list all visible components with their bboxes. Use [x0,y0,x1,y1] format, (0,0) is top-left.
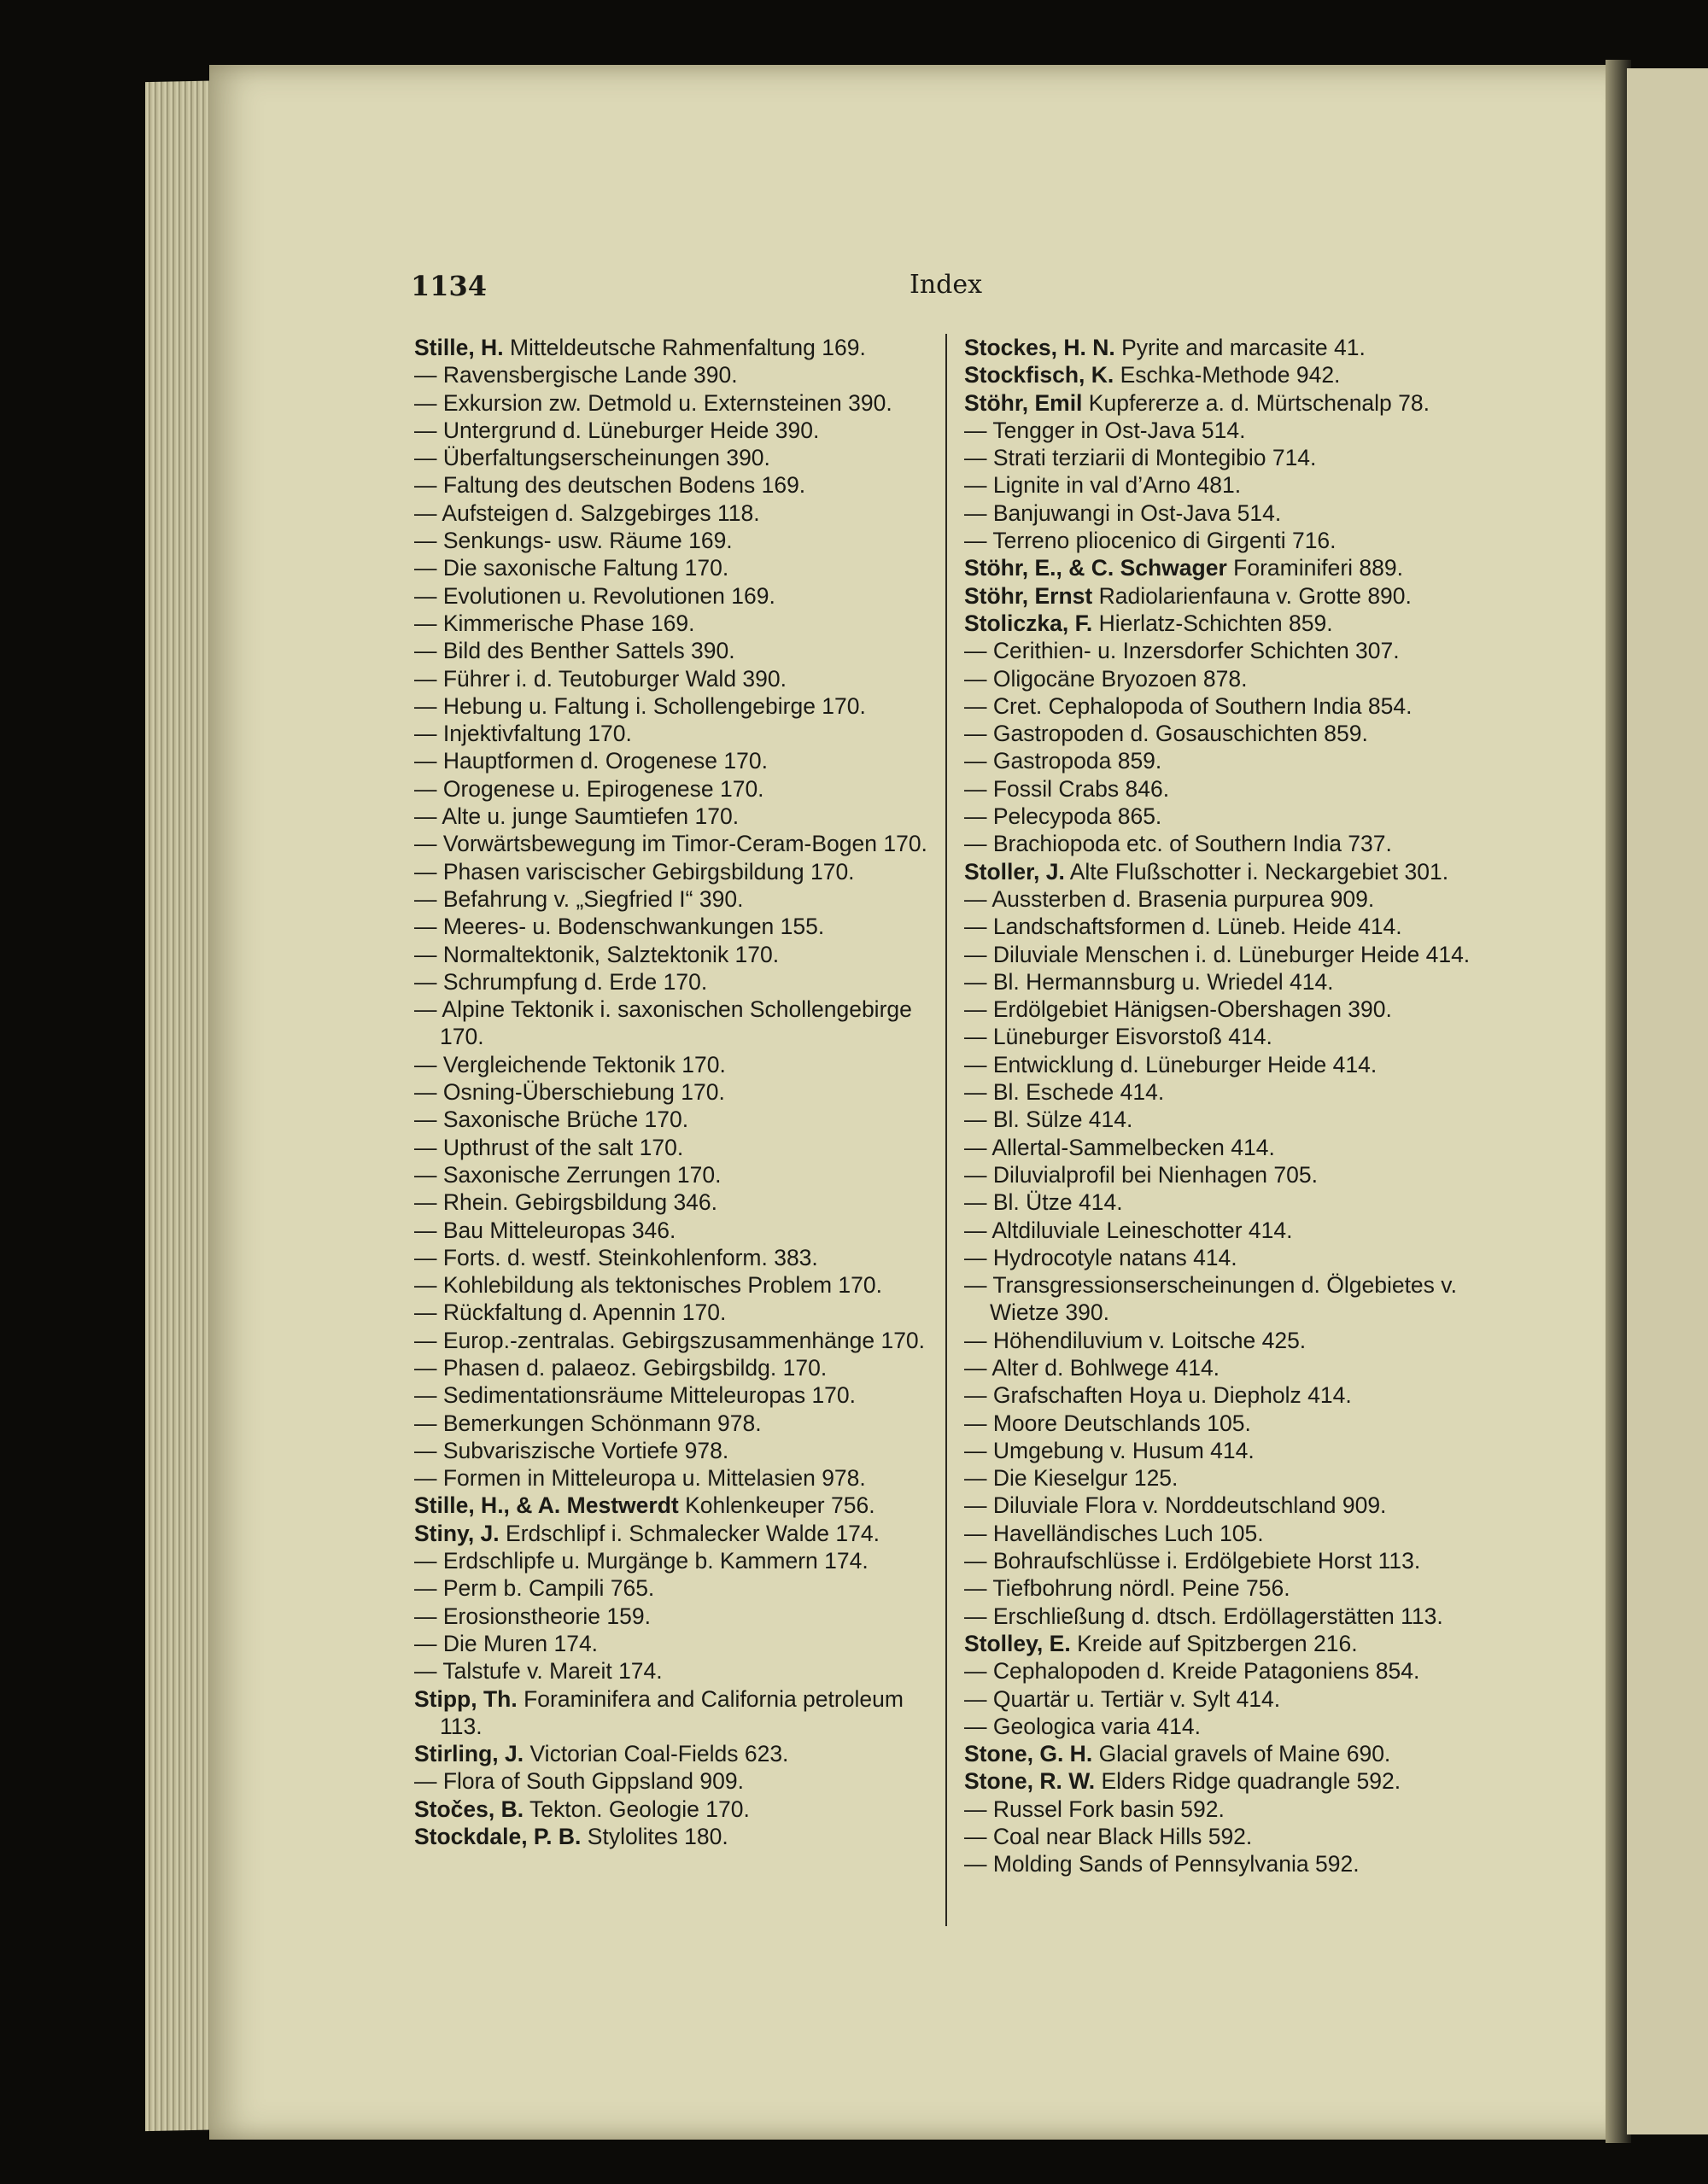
entry-text: — Russel Fork basin 592. [964,1796,1225,1822]
entry-text: — Terreno pliocenico di Girgenti 716. [964,528,1337,554]
index-entry [414,1327,931,1354]
entry-text: Alte Flußschotter i. Neckargebiet 301. [1069,858,1449,885]
entry-text: — Osning-Überschiebung 170. [414,1079,725,1106]
entry-author: Stone, G. H. [964,1741,1093,1767]
index-entry [414,830,931,857]
index-entry [964,1023,1511,1050]
index-entry [414,1796,931,1823]
entry-text: — Europ.-zentralas. Gebirgszusammenhänge 170. [414,1327,926,1353]
index-entry [414,417,931,444]
entry-text: Victorian Coal-Fields 623. [529,1741,789,1767]
index-entry [414,361,931,388]
entry-text: — Tiefbohrung nördl. Peine 756. [964,1575,1290,1602]
index-entry [964,1740,1511,1767]
index-entry [414,1520,931,1547]
index-entry [964,1796,1511,1823]
index-entry [964,747,1511,774]
entry-text: — Saxonische Zerrungen 170. [414,1161,722,1188]
index-entry [964,885,1511,913]
entry-text: — Führer i. d. Teutoburger Wald 390. [414,665,787,692]
entry-text: — Bohraufschlüsse i. Erdölgebiete Horst 113. [964,1548,1421,1574]
entry-text: — Diluvialprofil bei Nienhagen 705. [964,1161,1318,1188]
index-entry [964,830,1511,857]
entry-text: — Höhendiluvium v. Loitsche 425. [964,1327,1307,1353]
index-entry [964,1354,1511,1381]
entry-text: — Faltung des deutschen Bodens 169. [414,472,806,499]
index-entry [414,1492,931,1519]
page-title: Index [910,270,983,300]
index-entry [414,885,931,913]
index-entry [964,554,1511,581]
entry-text: — Gastropoda 859. [964,748,1162,774]
index-entry [964,1850,1511,1877]
index-entry [964,1603,1511,1630]
index-entry [964,996,1511,1023]
entry-text: — Befahrung v. „Siegfried I“ 390. [414,885,744,912]
index-entry [414,747,931,774]
index-entry [414,444,931,471]
entry-text: Erdschlipf i. Schmalecker Walde 174. [506,1520,880,1546]
index-entry [414,913,931,940]
entry-text: — Phasen variscischer Gebirgsbildung 170. [414,858,855,885]
entry-text: Tekton. Geologie 170. [529,1796,750,1822]
entry-text: Foraminiferi 889. [1233,555,1403,581]
index-entry [414,858,931,885]
entry-text: — Erdschlipfe u. Murgänge b. Kammern 174. [414,1548,869,1574]
entry-author: Stockfisch, K. [964,362,1114,388]
entry-text: — Bau Mitteleuropas 346. [414,1217,676,1243]
entry-text: — Diluviale Flora v. Norddeutschland 909. [964,1492,1387,1519]
entry-text: — Oligocäne Bryozoen 878. [964,665,1248,692]
index-entry [414,1299,931,1326]
entry-author: Stočes, B. [414,1796,524,1822]
index-entry [964,968,1511,996]
index-entry [414,1574,931,1602]
entry-text: — Lüneburger Eisvorstoß 414. [964,1024,1272,1050]
entry-author: Stockdale, P. B. [414,1824,582,1850]
entry-text: Pyrite and marcasite 41. [1121,335,1366,360]
entry-text: Kupfererze a. d. Mürtschenalp 78. [1088,389,1430,416]
entry-text: — Moore Deutschlands 105. [964,1410,1251,1436]
entry-text: — Aufsteigen d. Salzgebirges 118. [414,499,760,526]
entry-text: — Allertal-Sammelbecken 414. [964,1134,1275,1160]
entry-text: — Senkungs- usw. Räume 169. [414,528,733,554]
entry-text: — Flora of South Gippsland 909. [414,1768,744,1795]
entry-text: — Überfaltungserscheinungen 390. [414,445,770,471]
entry-text: — Normaltektonik, Salztektonik 170. [414,941,780,967]
index-column-left [414,334,931,1850]
index-entry [414,610,931,637]
index-entry [964,527,1511,554]
entry-text: — Molding Sands of Pennsylvania 592. [964,1851,1360,1877]
index-entry [414,941,931,968]
index-entry [964,1106,1511,1133]
index-entry [964,582,1511,610]
index-entry [964,913,1511,940]
entry-text: — Landschaftsformen d. Lüneb. Heide 414. [964,914,1402,940]
index-entry [414,1188,931,1216]
entry-text: Eschka-Methode 942. [1120,362,1341,388]
entry-text: — Rhein. Gebirgsbildung 346. [414,1189,718,1216]
entry-text: — Erschließung d. dtsch. Erdöllagerstätten 113. [964,1603,1443,1629]
entry-text: — Talstufe v. Mareit 174. [414,1658,663,1685]
entry-text: — Bl. Ütze 414. [964,1189,1123,1216]
index-entry [964,1574,1511,1602]
entry-text: — Die Muren 174. [414,1630,599,1656]
index-entry [414,471,931,499]
index-entry [964,692,1511,720]
index-entry [414,1464,931,1492]
index-entry [964,637,1511,664]
facing-page-edge [1627,68,1708,2134]
entry-text: — Geologica varia 414. [964,1713,1201,1739]
index-entry [414,1823,931,1850]
entry-text: — Gastropoden d. Gosauschichten 859. [964,721,1368,747]
index-entry [414,1547,931,1574]
index-entry [414,527,931,554]
entry-text: — Saxonische Brüche 170. [414,1107,689,1133]
index-entry [414,968,931,996]
entry-text: — Lignite in val d’Arno 481. [964,472,1242,499]
entry-text: Kreide auf Spitzbergen 216. [1077,1630,1358,1656]
index-entry [414,1657,931,1685]
index-entry [964,1217,1511,1244]
entry-text: — Alter d. Bohlwege 414. [964,1354,1220,1381]
index-entry [964,1547,1511,1574]
index-column-right [964,334,1511,1878]
index-entry [414,1051,931,1078]
index-entry [414,1381,931,1409]
entry-author: Stille, H. [414,335,504,360]
index-entry [964,1271,1511,1327]
index-entry [414,1685,931,1741]
entry-author: Stockes, H. N. [964,335,1115,360]
entry-text: — Forts. d. westf. Steinkohlenform. 383. [414,1244,818,1270]
entry-text: — Coal near Black Hills 592. [964,1824,1253,1850]
index-entry [414,1767,931,1795]
index-entry [414,1161,931,1188]
index-entry [414,334,931,361]
entry-text: — Tengger in Ost-Java 514. [964,417,1246,443]
index-entry [964,858,1511,885]
index-entry [964,1657,1511,1685]
index-entry [964,1767,1511,1795]
index-entry [964,1437,1511,1464]
column-divider [945,334,947,1926]
entry-text: — Cephalopoden d. Kreide Patagoniens 854. [964,1658,1420,1685]
entry-text: — Erdölgebiet Hänigsen-Obershagen 390. [964,996,1392,1023]
entry-text: — Evolutionen u. Revolutionen 169. [414,582,775,609]
entry-author: Stöhr, Emil [964,389,1083,416]
entry-text: — Pelecypoda 865. [964,803,1162,830]
entry-text: — Meeres- u. Bodenschwankungen 155. [414,914,825,940]
entry-text: — Vorwärtsbewegung im Timor-Ceram-Bogen 170. [414,831,927,857]
entry-text: — Hauptformen d. Orogenese 170. [414,748,768,774]
index-entry [414,692,931,720]
entry-text: Radiolarienfauna v. Grotte 890. [1098,582,1412,609]
index-entry [414,554,931,581]
entry-text: — Perm b. Campili 765. [414,1575,655,1602]
entry-text: — Bild des Benther Sattels 390. [414,638,735,664]
index-entry [414,1271,931,1299]
index-entry [414,637,931,664]
index-entry [964,1134,1511,1161]
index-entry [964,1327,1511,1354]
entry-text: — Altdiluviale Leineschotter 414. [964,1217,1293,1243]
index-entry [414,1354,931,1381]
entry-text: — Alpine Tektonik i. saxonischen Schollengebirge 170. [414,996,912,1050]
index-entry [964,1188,1511,1216]
entry-text: — Vergleichende Tektonik 170. [414,1051,726,1077]
entry-text: — Strati terziarii di Montegibio 714. [964,445,1317,471]
entry-text: — Rückfaltung d. Apennin 170. [414,1299,727,1326]
index-entry [414,1630,931,1657]
index-entry [964,471,1511,499]
index-entry [414,1078,931,1106]
index-entry [964,1685,1511,1713]
index-entry [964,444,1511,471]
entry-author: Stöhr, E., & C. Schwager [964,555,1227,581]
index-entry [414,1603,931,1630]
index-entry [414,1106,931,1133]
entry-text: — Brachiopoda etc. of Southern India 737. [964,831,1392,857]
index-entry [964,1464,1511,1492]
entry-text: — Bl. Eschede 414. [964,1079,1165,1106]
index-entry [964,803,1511,830]
entry-text: — Bl. Sülze 414. [964,1107,1133,1133]
index-entry [964,665,1511,692]
entry-text: Stylolites 180. [587,1824,728,1850]
index-entry [964,720,1511,747]
index-entry [964,499,1511,527]
entry-text: Glacial gravels of Maine 690. [1098,1741,1391,1767]
index-entry [414,720,931,747]
entry-author: Stolley, E. [964,1630,1071,1656]
index-entry [964,775,1511,803]
entry-text: — Umgebung v. Husum 414. [964,1437,1255,1463]
book-page [209,65,1627,2140]
entry-author: Stone, R. W. [964,1768,1096,1795]
entry-text: — Die Kieselgur 125. [964,1465,1179,1492]
index-entry [414,1740,931,1767]
entry-text: Hierlatz-Schichten 859. [1098,610,1333,636]
running-head [209,270,1627,304]
index-entry [964,1713,1511,1740]
index-entry [414,1437,931,1464]
entry-text: Mitteldeutsche Rahmenfaltung 169. [509,335,866,360]
entry-text: — Hydrocotyle natans 414. [964,1244,1237,1270]
entry-text: — Fossil Crabs 846. [964,775,1170,802]
entry-author: Stipp, Th. [414,1685,518,1712]
index-entry [964,1244,1511,1271]
index-entry [964,1492,1511,1519]
entry-text: — Entwicklung d. Lüneburger Heide 414. [964,1051,1378,1077]
entry-text: — Bl. Hermannsburg u. Wriedel 414. [964,968,1334,995]
entry-text: — Banjuwangi in Ost-Java 514. [964,499,1282,526]
entry-text: — Bemerkungen Schönmann 978. [414,1410,762,1436]
entry-text: — Injektivfaltung 170. [414,721,632,747]
index-entry [964,1051,1511,1078]
index-entry [964,1823,1511,1850]
entry-text: Elders Ridge quadrangle 592. [1101,1768,1401,1795]
index-entry [414,665,931,692]
index-entry [964,417,1511,444]
entry-author: Stoller, J. [964,858,1065,885]
entry-text: — Transgressionserscheinungen d. Ölgebietes v. Wietze 390. [964,1272,1457,1326]
entry-text: — Die saxonische Faltung 170. [414,555,729,581]
index-entry [414,499,931,527]
entry-text: Kohlenkeuper 756. [685,1492,875,1519]
index-entry [964,1630,1511,1657]
index-entry [964,1410,1511,1437]
index-entry [414,803,931,830]
page-number: 1134 [411,270,488,302]
entry-text: — Cerithien- u. Inzersdorfer Schichten 307. [964,638,1400,664]
index-entry [964,334,1511,361]
index-entry [414,996,931,1051]
index-entry [964,1520,1511,1547]
index-entry [414,1134,931,1161]
entry-text: — Phasen d. palaeoz. Gebirgsbildg. 170. [414,1354,828,1381]
index-entry [964,1078,1511,1106]
entry-text: Foraminifera and California petroleum 113. [440,1685,904,1739]
index-entry [414,775,931,803]
entry-text: — Subvariszische Vortiefe 978. [414,1437,729,1463]
entry-text: — Erosionstheorie 159. [414,1603,651,1629]
index-entry [964,1381,1511,1409]
entry-author: Stoliczka, F. [964,610,1093,636]
index-entry [414,389,931,417]
entry-text: — Exkursion zw. Detmold u. Externsteinen 390. [414,389,892,416]
index-entry [414,1244,931,1271]
entry-text: — Hebung u. Faltung i. Schollengebirge 170. [414,692,866,719]
entry-text: — Grafschaften Hoya u. Diepholz 414. [964,1382,1352,1409]
entry-text: — Untergrund d. Lüneburger Heide 390. [414,417,820,443]
index-entry [414,1217,931,1244]
entry-text: — Aussterben d. Brasenia purpurea 909. [964,885,1375,912]
entry-text: — Sedimentationsräume Mitteleuropas 170. [414,1382,857,1409]
index-entry [964,941,1511,968]
index-entry [414,582,931,610]
index-entry [964,610,1511,637]
entry-text: — Kimmerische Phase 169. [414,610,695,636]
entry-text: — Schrumpfung d. Erde 170. [414,968,708,995]
entry-text: — Diluviale Menschen i. d. Lüneburger Heide 414. [964,941,1471,967]
entry-text: — Cret. Cephalopoda of Southern India 854. [964,692,1413,719]
entry-text: — Kohlebildung als tektonisches Problem 170. [414,1272,882,1299]
entry-author: Stille, H., & A. Mestwerdt [414,1492,679,1519]
index-entry [414,1410,931,1437]
index-entry [964,1161,1511,1188]
entry-text: — Upthrust of the salt 170. [414,1134,684,1160]
entry-text: — Alte u. junge Saumtiefen 170. [414,803,740,830]
index-entry [964,389,1511,417]
entry-text: — Quartär u. Tertiär v. Sylt 414. [964,1685,1281,1712]
entry-text: — Ravensbergische Lande 390. [414,362,738,388]
entry-author: Stöhr, Ernst [964,582,1093,609]
index-entry [964,361,1511,388]
entry-author: Stirling, J. [414,1741,524,1767]
entry-text: — Formen in Mitteleuropa u. Mittelasien 978. [414,1465,866,1492]
entry-text: — Havelländisches Luch 105. [964,1520,1264,1546]
entry-author: Stiny, J. [414,1520,500,1546]
entry-text: — Orogenese u. Epirogenese 170. [414,775,764,802]
